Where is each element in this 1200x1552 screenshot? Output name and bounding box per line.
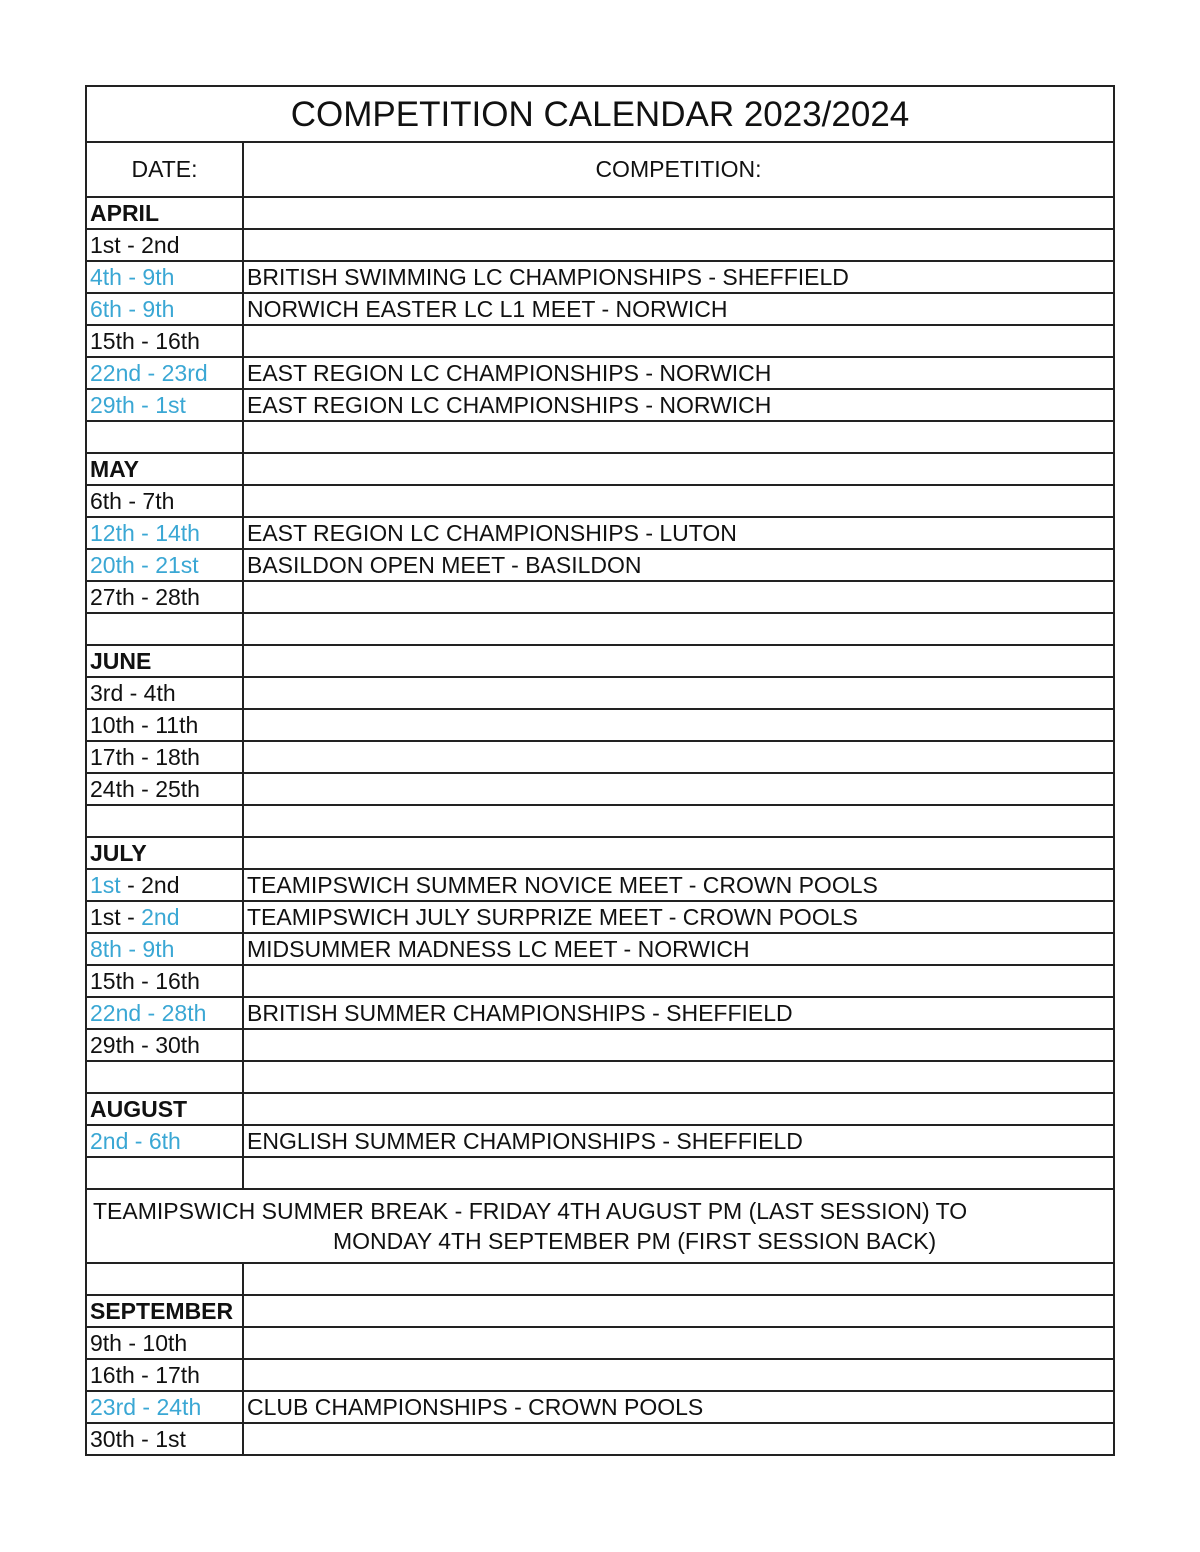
competition-cell [243,1359,1114,1391]
competition-cell [243,229,1114,261]
date-highlight: 2nd - 6th [90,1127,181,1154]
date-cell [86,261,243,293]
competition-cell: NORWICH EASTER LC L1 MEET - NORWICH [243,293,1114,325]
table-row [86,933,1114,965]
date-cell [86,773,243,805]
date-cell [86,1327,243,1359]
competition-cell [243,741,1114,773]
table-row [86,389,1114,421]
date-text: 1st - [90,903,142,930]
competition-cell [243,805,1114,837]
table-row [86,293,1114,325]
table-row [86,1359,1114,1391]
date-cell [86,709,243,741]
date-cell [86,613,243,645]
date-text: 6th - 7th [90,487,175,514]
date-highlight: 8th - 9th [90,935,175,962]
date-text: 27th - 28th [90,583,200,610]
date-highlight: 20th - 21st [90,551,199,578]
page-title: COMPETITION CALENDAR 2023/2024 [86,86,1114,142]
date-highlight: 22nd - 28th [90,999,207,1026]
competition-cell [243,645,1114,677]
date-cell [86,581,243,613]
competition-cell: TEAMIPSWICH JULY SURPRIZE MEET - CROWN POOLS [243,901,1114,933]
competition-column-header: COMPETITION: [243,142,1114,197]
table-row [86,549,1114,581]
summer-break-note-row [86,1189,1114,1263]
competition-calendar-table [85,85,1115,1456]
table-row [86,741,1114,773]
competition-cell [243,1423,1114,1455]
competition-cell: TEAMIPSWICH SUMMER NOVICE MEET - CROWN POOLS [243,869,1114,901]
spacer-row [86,1157,1114,1189]
table-row [86,677,1114,709]
month-row [86,1295,1114,1327]
table-row [86,965,1114,997]
competition-cell [243,677,1114,709]
date-highlight: 23rd - 24th [90,1393,202,1420]
date-highlight: 1st [90,871,121,898]
date-highlight: 6th - 9th [90,295,175,322]
competition-cell [243,1157,1114,1189]
date-cell [86,933,243,965]
month-label: SEPTEMBER [86,1295,243,1327]
table-row [86,357,1114,389]
competition-cell [243,421,1114,453]
date-cell [86,1391,243,1423]
competition-cell: MIDSUMMER MADNESS LC MEET - NORWICH [243,933,1114,965]
date-cell [86,677,243,709]
table-row [86,229,1114,261]
competition-cell [243,1327,1114,1359]
date-highlight: 22nd - 23rd [90,359,208,386]
month-label: MAY [86,453,243,485]
date-cell [86,421,243,453]
spacer-row [86,1061,1114,1093]
table-row [86,485,1114,517]
title-row [86,86,1114,142]
spacer-row [86,613,1114,645]
date-cell [86,965,243,997]
table-row [86,869,1114,901]
month-row [86,453,1114,485]
note-line-2: MONDAY 4TH SEPTEMBER PM (FIRST SESSION BACK) [333,1228,937,1254]
competition-cell [243,581,1114,613]
table-row [86,773,1114,805]
date-highlight: 29th - 1st [90,391,186,418]
table-row [86,1125,1114,1157]
competition-cell: BRITISH SWIMMING LC CHAMPIONSHIPS - SHEFFIELD [243,261,1114,293]
month-label: JULY [86,837,243,869]
date-cell [86,1423,243,1455]
spacer-row [86,421,1114,453]
date-cell [86,1061,243,1093]
date-cell [86,741,243,773]
competition-cell [243,325,1114,357]
competition-cell [243,453,1114,485]
date-cell [86,1359,243,1391]
competition-cell: EAST REGION LC CHAMPIONSHIPS - NORWICH [243,357,1114,389]
competition-cell [243,1295,1114,1327]
spacer-row [86,805,1114,837]
date-highlight: 12th - 14th [90,519,200,546]
date-text: 30th - 1st [90,1425,186,1452]
date-cell [86,1029,243,1061]
summer-break-note [86,1189,1114,1263]
calendar-body [86,86,1114,1455]
date-cell [86,901,243,933]
date-text: 24th - 25th [90,775,200,802]
date-text: 16th - 17th [90,1361,200,1388]
date-cell [86,389,243,421]
table-row [86,1391,1114,1423]
competition-cell [243,485,1114,517]
competition-cell [243,709,1114,741]
note-line-1: TEAMIPSWICH SUMMER BREAK - FRIDAY 4TH AUGUST PM (LAST SESSION) TO [93,1198,968,1224]
date-highlight: 2nd [141,903,180,930]
date-text: 29th - 30th [90,1031,200,1058]
competition-cell [243,965,1114,997]
competition-cell: BASILDON OPEN MEET - BASILDON [243,549,1114,581]
date-cell [86,357,243,389]
table-row [86,261,1114,293]
competition-cell: EAST REGION LC CHAMPIONSHIPS - NORWICH [243,389,1114,421]
date-text: - 2nd [120,871,180,898]
date-text: 10th - 11th [90,711,199,738]
date-text: 15th - 16th [90,327,200,354]
competition-cell [243,773,1114,805]
date-cell [86,997,243,1029]
table-row [86,325,1114,357]
month-row [86,1093,1114,1125]
date-column-header: DATE: [86,142,243,197]
competition-cell: EAST REGION LC CHAMPIONSHIPS - LUTON [243,517,1114,549]
table-row [86,517,1114,549]
date-text: 9th - 10th [90,1329,188,1356]
date-cell [86,485,243,517]
competition-cell: CLUB CHAMPIONSHIPS - CROWN POOLS [243,1391,1114,1423]
table-row [86,997,1114,1029]
date-cell [86,1263,243,1295]
date-text: 15th - 16th [90,967,200,994]
month-label: AUGUST [86,1093,243,1125]
table-row [86,709,1114,741]
competition-cell: ENGLISH SUMMER CHAMPIONSHIPS - SHEFFIELD [243,1125,1114,1157]
table-row [86,1029,1114,1061]
competition-cell [243,1061,1114,1093]
competition-cell [243,613,1114,645]
date-text: 1st - 2nd [90,231,180,258]
table-row [86,1327,1114,1359]
date-cell [86,1157,243,1189]
header-row [86,142,1114,197]
month-label: APRIL [86,197,243,229]
date-cell [86,229,243,261]
month-row [86,197,1114,229]
competition-cell [243,1093,1114,1125]
date-cell [86,517,243,549]
spacer-row [86,1263,1114,1295]
month-row [86,837,1114,869]
competition-cell [243,1029,1114,1061]
date-cell [86,869,243,901]
competition-cell [243,837,1114,869]
month-label: JUNE [86,645,243,677]
table-row [86,581,1114,613]
table-row [86,1423,1114,1455]
date-text: 17th - 18th [90,743,200,770]
date-cell [86,1125,243,1157]
date-cell [86,293,243,325]
date-cell [86,325,243,357]
competition-cell [243,197,1114,229]
date-cell [86,805,243,837]
date-text: 3rd - 4th [90,679,176,706]
table-row [86,901,1114,933]
competition-cell: BRITISH SUMMER CHAMPIONSHIPS - SHEFFIELD [243,997,1114,1029]
date-cell [86,549,243,581]
competition-cell [243,1263,1114,1295]
month-row [86,645,1114,677]
date-highlight: 4th - 9th [90,263,175,290]
